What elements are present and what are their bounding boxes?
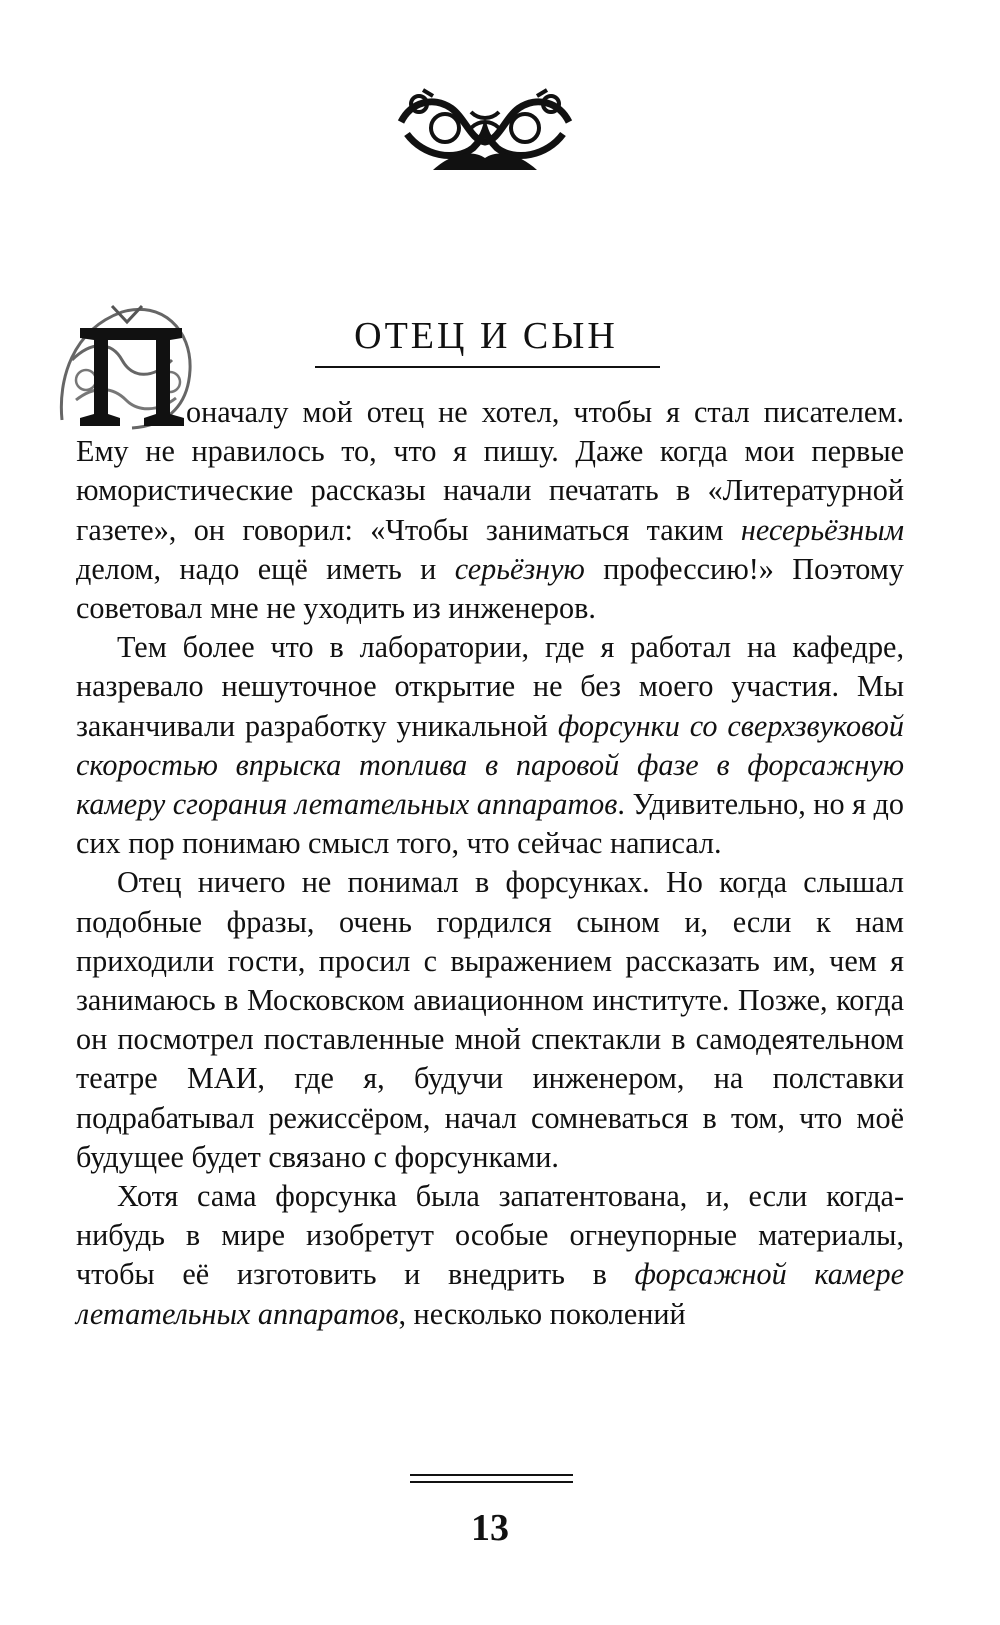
- italic-text: серьёзную: [454, 551, 585, 586]
- body-text: [76, 393, 904, 1334]
- italic-text: форсунки со сверхзвуковой скоростью впрыска топлива в паровой фазе в форсажную камеру сгорания летательных аппаратов: [76, 708, 904, 822]
- text-run: делом, надо ещё иметь и: [76, 551, 455, 586]
- chapter-title: ОТЕЦ И СЫН: [354, 315, 618, 357]
- paragraph: [76, 393, 904, 628]
- text-run: оначалу мой отец не хотел, чтобы я стал писателем. Ему не нравилось то, что я пишу. Даже когда мои первые юмористические рассказы начали печатать в «Литературной газете», он говорил: «Чтобы заниматься таким: [76, 395, 904, 547]
- text-run: , несколько поколений: [398, 1296, 686, 1331]
- text-run: Тем более что в лаборатории, где я работал на кафедре, назревало нешуточное открытие не без моего участия. Мы заканчивали разработку уникальной: [76, 630, 904, 743]
- footer-rule-top: [410, 1474, 573, 1476]
- italic-text: форсажной камере летательных аппаратов: [76, 1257, 905, 1331]
- text-run: Хотя сама форсунка была запатентована, и, если когда-нибудь в мире изобретут особые огнеупорные материалы, чтобы её изготовить и внедрить в: [76, 1179, 904, 1292]
- paragraph: [76, 628, 904, 863]
- page-number: 13: [471, 1507, 509, 1549]
- italic-text: несерьёзным: [740, 512, 904, 547]
- text-run: профессию!» Поэтому советовал мне не уходить из инженеров.: [76, 551, 905, 626]
- title-underline: [315, 366, 660, 368]
- footer-rule-bottom: [410, 1481, 573, 1483]
- text-run: . Удивительно, но я до сих пор понимаю смысл того, что сейчас написал.: [76, 787, 904, 861]
- text-run: Отец ничего не понимал в форсунках. Но когда слышал подобные фразы, очень гордился сыном и, если к нам приходили гости, просил с выражением рассказать им, чем я занимаюсь в Московском авиационном институте. Позже, когда он посмотрел поставленные мной спектакли в самодеятельном театре МАИ, где я, будучи инженером, на полставки подрабатывал режиссёром, начал сомневаться в том, что моё будущее будет связано с форсунками.: [76, 865, 904, 1174]
- celtic-knot-ornament-icon: [393, 82, 577, 174]
- paragraph: [76, 1177, 904, 1334]
- paragraph: [76, 863, 904, 1177]
